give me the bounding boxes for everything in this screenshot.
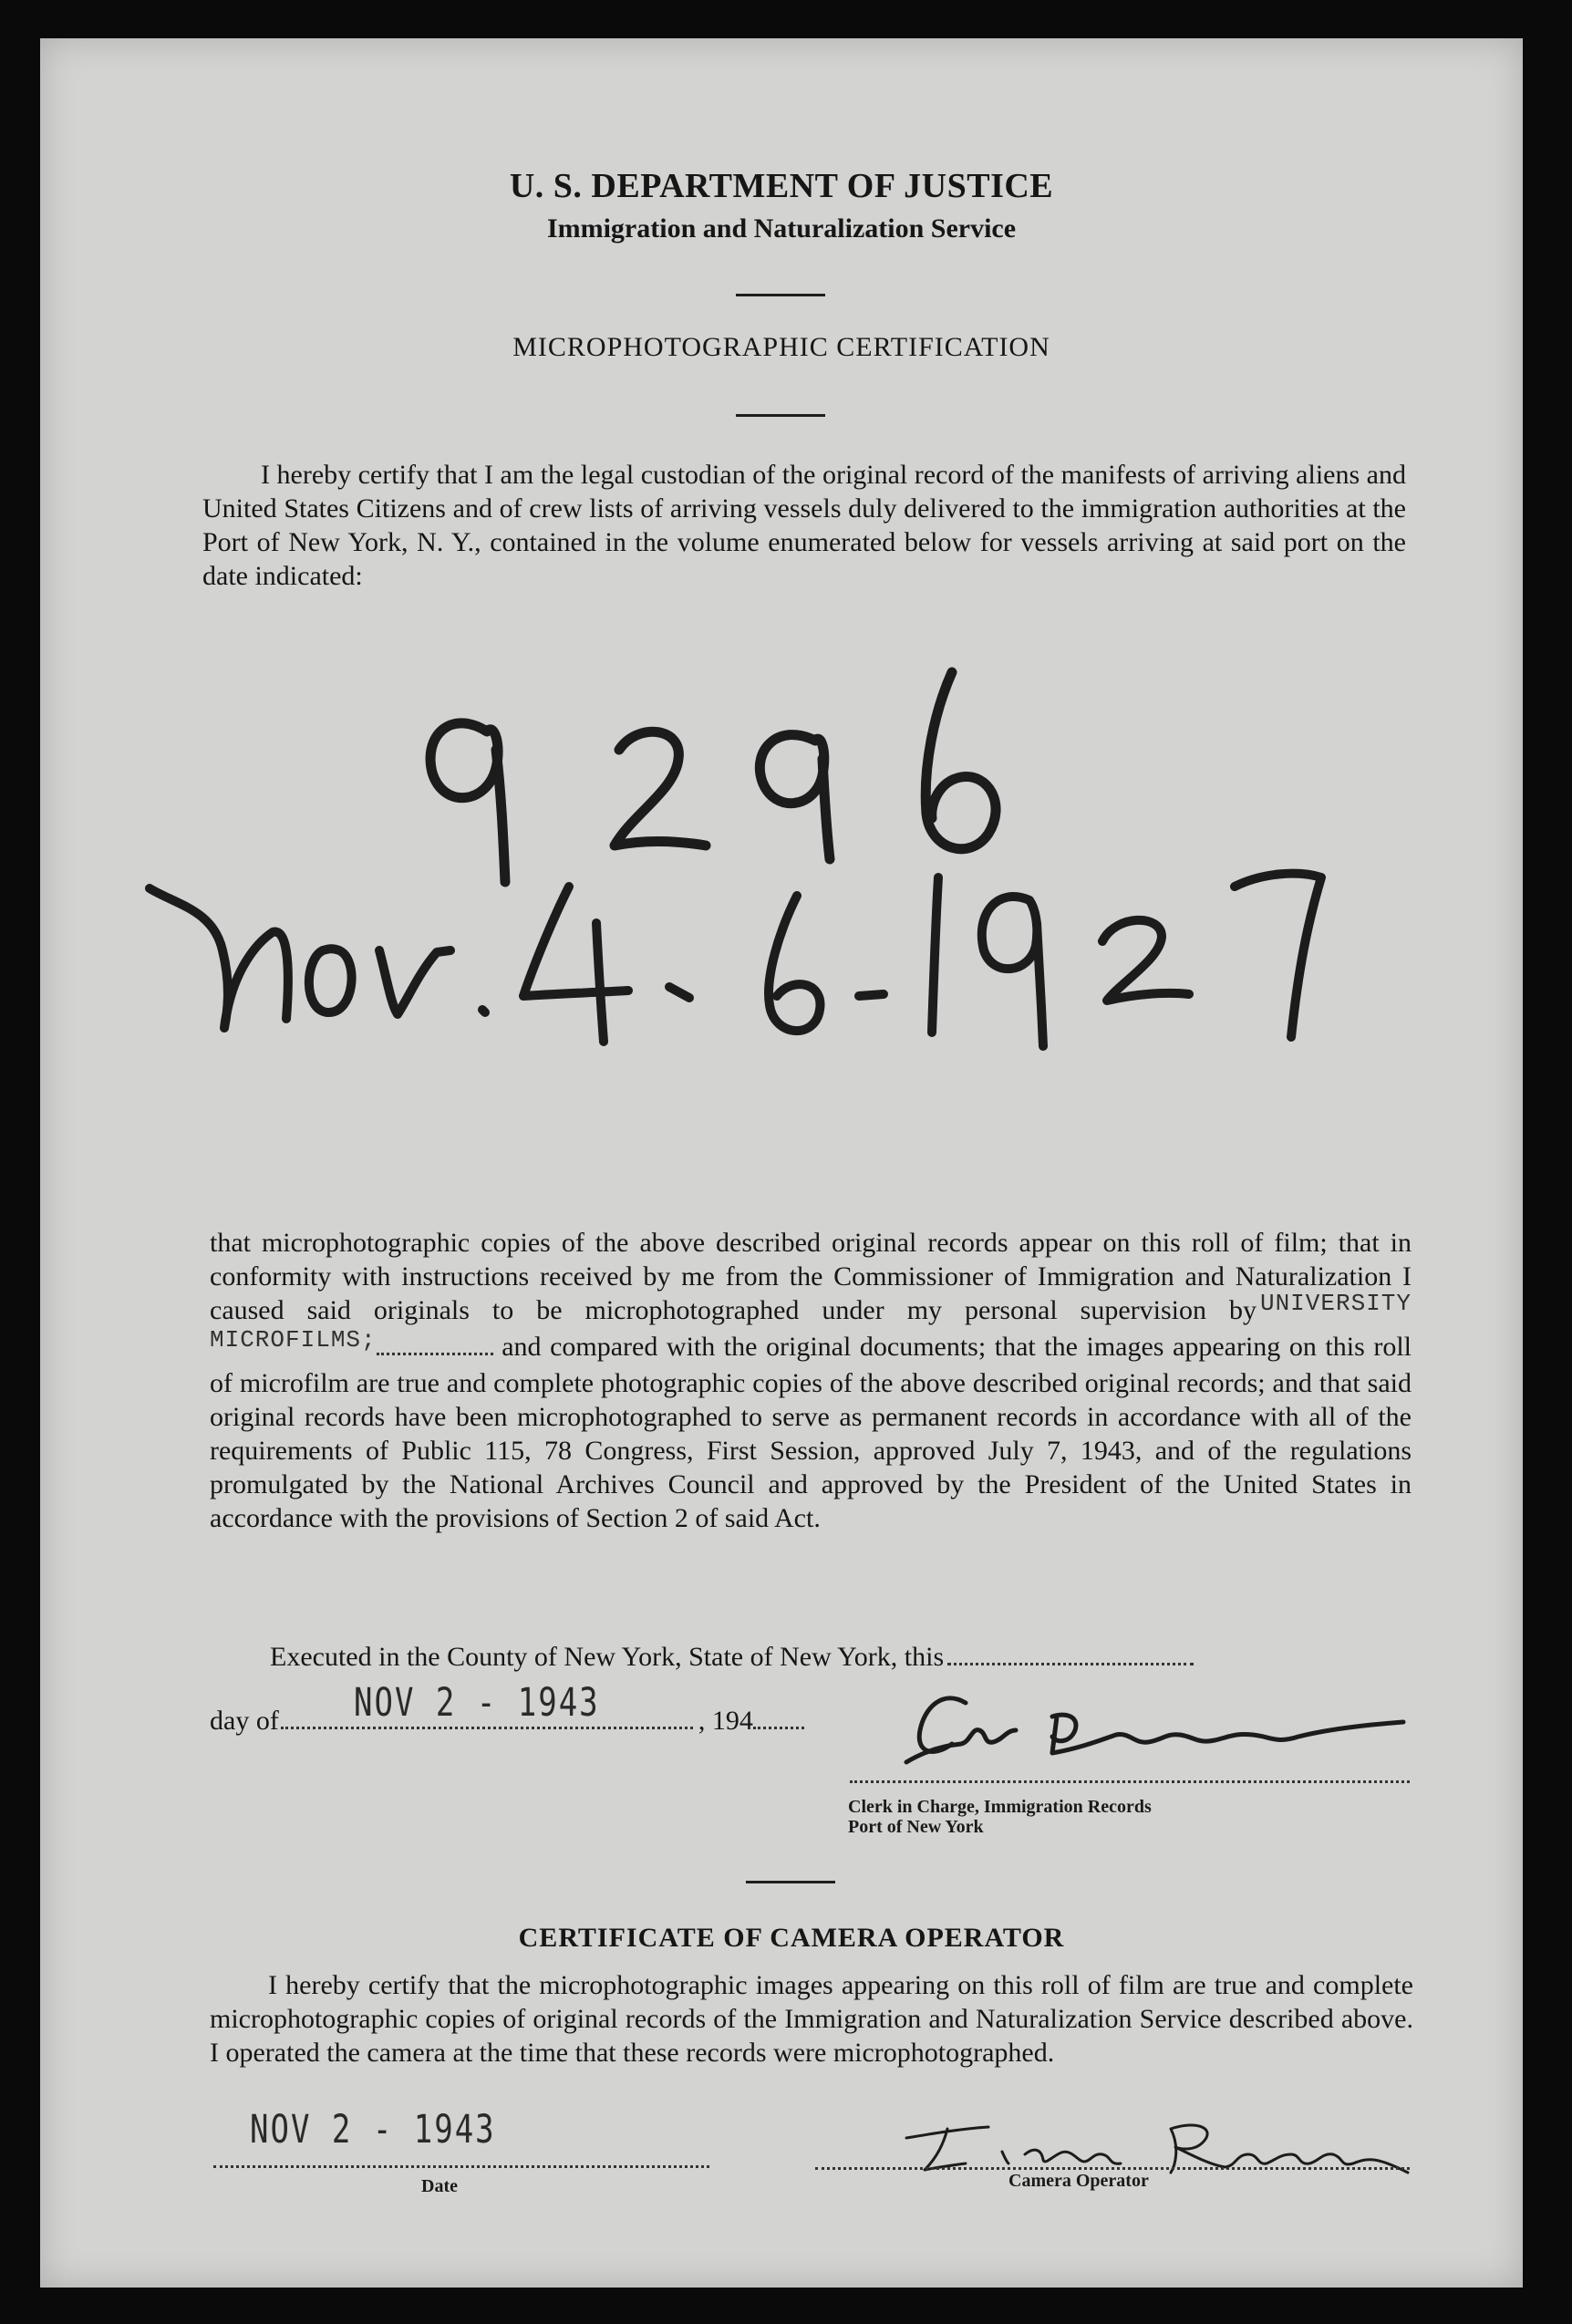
clerk-title-line2: Port of New York (848, 1817, 984, 1837)
camera-operator-signature (897, 2101, 1426, 2184)
intro-paragraph (202, 458, 1406, 593)
body-text-after: and compared with the original documents; that the images appearing on this roll of microfilm are true and complete photographic copies of the above described original records; and that said original records have been microphotographed to serve as permanent records in accordance with all of the requirements of Public 115, 78 Congress, First Session, approved July 7, 1943, and of the regulations promulgated by the National Archives Council and approved by the President of the United States in accordance with the provisions of Section 2 of said Act. (210, 1332, 1412, 1533)
operator-label: Camera Operator (1008, 2171, 1149, 2191)
operator-signature-line (815, 2167, 1410, 2170)
body-paragraph (210, 1226, 1412, 1535)
camera-certificate-heading: CERTIFICATE OF CAMERA OPERATOR (518, 1923, 1065, 1953)
body-text-before: that microphotographic copies of the above described original records appear on this roll of film; that in conformity with instructions received by me from the Commissioner of Immigration and Naturalization I caused said originals to be microphotographed under my personal supervision by (210, 1228, 1412, 1325)
dotted-line (377, 1352, 493, 1355)
date-signature-line (213, 2165, 709, 2168)
clerk-signature-line (850, 1780, 1410, 1783)
clerk-signature (870, 1680, 1417, 1771)
camera-stamp-date: NOV 2 - 1943 (250, 2107, 496, 2153)
executed-text: Executed in the County of New York, State of New York, this (270, 1642, 945, 1672)
department-heading: U. S. DEPARTMENT OF JUSTICE (509, 167, 1054, 205)
camera-paragraph (210, 1968, 1413, 2070)
divider-rule (746, 1881, 835, 1883)
certificate-sheet (40, 38, 1523, 2288)
typed-company-name: UNIVERSITY MICROFILMS; (210, 1290, 1412, 1354)
handwritten-date-range (122, 823, 1335, 1060)
day-of-label: day of (210, 1706, 279, 1736)
divider-rule (736, 294, 825, 296)
certification-title: MICROPHOTOGRAPHIC CERTIFICATION (512, 332, 1050, 362)
camera-text: I hereby certify that the microphotographic images appearing on this roll of film are true and complete microphotographic copies of original records of the Immigration and Naturalization Service described above. I operated the camera at the time that these records were microphotographed. (210, 1970, 1413, 2068)
stamp-date: NOV 2 - 1943 (354, 1680, 600, 1726)
dotted-line (753, 1726, 804, 1729)
day-of-line: day of , 194 (210, 1706, 866, 1742)
divider-rule (736, 414, 825, 417)
dotted-line (281, 1726, 693, 1729)
date-label: Date (421, 2176, 458, 2196)
dotted-line (947, 1662, 1194, 1665)
service-subheading: Immigration and Naturalization Service (546, 213, 1017, 244)
intro-text: I hereby certify that I am the legal custodian of the original record of the manifests of arriving aliens and United States Citizens and of crew lists of arriving vessels duly delivered to the immigration authorities at the Port of New York, N. Y., contained in the volume enumerated below for vessels arriving at said port on the date indicated: (202, 460, 1406, 591)
clerk-title-line1: Clerk in Charge, Immigration Records (848, 1797, 1152, 1817)
year-prefix: 194 (711, 1706, 753, 1736)
executed-line (270, 1642, 1194, 1673)
